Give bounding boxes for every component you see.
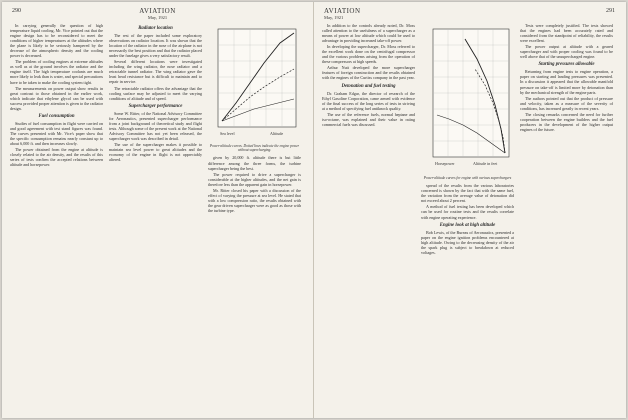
section-heading: Radiator location	[138, 26, 173, 31]
magazine-title: AVIATION	[324, 7, 361, 15]
issue-date: May, 1921	[147, 15, 168, 20]
section-heading: Supercharger performance	[128, 103, 183, 109]
paragraph: Bob Lewis, of the Bureau of Aeronautics, presented a paper on the engine ignition problems encountered at high altitude. Owing to the decreasing density of the air the spark plug is subject to breakdown at reduced voltages.	[421, 229, 514, 255]
paragraph: The measurements on power output show results in great contrast to those obtained in the earlier work, which indicate that ethylene glycol can be used with success provided proper attention is given to the radiator design.	[10, 85, 103, 111]
paragraph: In addition to the controls already noted, Dr. Moss called attention to the usefulness of a supercharger as a means of power at low altitude which could be used to advantage in providing increased take-off power.	[322, 23, 415, 44]
section-heading: Engine look at high altitude	[439, 222, 496, 228]
magazine-title: AVIATION	[139, 7, 176, 15]
paragraph: The closing remarks concerned the need for further cooperation between the engine builders and the fuel producers in the development of the higher output engines of the future.	[520, 111, 613, 132]
paragraph: The power obtained from the engine at altitude is closely related to the air density, and the results of this series of tests confirm the accepted relations between altitude and horsepower.	[10, 147, 103, 168]
paragraph: Studies of fuel consumption in flight were carried on and good agreement with test stand figures was found. The curves presented with Mr. Vice's paper show that the specific consumption remains nearly constant up to about 6,000 ft. and then increases slowly.	[10, 120, 103, 147]
section-heading: Detonation and fuel testing	[341, 83, 396, 89]
paragraph: Mr. Ritter closed his paper with a discussion of the effect of varying the pressure at sea level. He stated that with a low compression ratio, the results obtained with the gear driven supercharger were as good as those with the turbine type.	[208, 187, 301, 213]
left-column-3	[208, 23, 301, 415]
paragraph: Arthur Nutt developed the more supercharger features of foreign construction and the results obtained with the engines of the Curtiss company in the past year.	[322, 65, 415, 81]
paragraph: Tests were completely justified. The tests showed that the engines had been accurately rated and considered from the standpoint of reliability, the results were excellent.	[520, 23, 613, 44]
paragraph: In developing the supercharger, Dr. Moss referred to the excellent work done on the centrifugal compressor and the various problems arising from the operation of these compressors at high speeds.	[322, 44, 415, 65]
right-column-1	[322, 23, 415, 415]
paragraph: Some W. Ritter, of the National Advisory Committee for Aeronautics, presented supercharger performance from a joint background of theoretical study and flight tests. Although some of the present work at the National Advisory Committee has not yet been released, the supercharger work was described in detail.	[109, 110, 202, 141]
axis-label: Horsepower	[435, 161, 455, 166]
paragraph: The power output at altitude with a geared supercharger and with proper cooling was found to be well above that of the unsupercharged engine.	[520, 44, 613, 60]
axis-label: Sea level	[220, 131, 235, 136]
paragraph: The rest of the paper included some exploratory observations on radiator location. It was shown that the location of the radiator in the nose of the airplane is not necessarily the best position and that the radiator placed under the fuselage gives a very satisfactory result.	[109, 33, 202, 59]
paragraph: Dr. Graham Edgar, the director of research of the Ethyl Gasoline Corporation, came armed with evidence of the final success of the long series of tests in striving at a method of specifying fuel antiknock quality.	[322, 90, 415, 111]
section-heading: Fuel consumption	[38, 113, 75, 119]
figure-left	[208, 25, 301, 152]
page-number: 290	[12, 8, 21, 14]
paragraph: A method of fuel testing has been developed which can be used for routine tests and the results correlate with engine operating experience.	[421, 204, 514, 220]
right-column-3	[520, 23, 613, 415]
right-column-2	[421, 23, 514, 415]
axis-label: Altitude	[270, 131, 284, 136]
page-number: 291	[606, 8, 615, 14]
left-column-2	[109, 23, 202, 415]
left-page-header	[12, 7, 303, 21]
paragraph: The authors pointed out that the product of pressure and velocity, taken as a measure of the severity of conditions, has increased greatly in recent years.	[520, 95, 613, 111]
right-page-header	[324, 7, 615, 21]
left-page	[2, 2, 314, 418]
paragraph: In carrying generally the question of high temperature liquid cooling, Mr. Vice pointed out that the engine design has to be reconsidered to meet the conditions of higher temperatures at the altitudes where the plane is likely to be seriously hampered by the decrease of the atmospheric density and the cooling power is decreased.	[10, 23, 103, 59]
paragraph: The use of the reference fuels, normal heptane and iso-octane, was explained and their value in rating commercial fuels was discussed.	[322, 111, 415, 127]
paragraph: The retractable radiator offers the advantage that the cooling surface may be adjusted to meet the varying conditions of altitude and of speed.	[109, 85, 202, 101]
paragraph: The power required to drive a supercharger is considerable at the higher altitudes, and the net gain is therefore less than the apparent gain in horsepower.	[208, 171, 301, 187]
paragraph: Returning from engine tests to engine operation, a paper on starting and landing pressures was presented. In a discussion it appeared that the allowable manifold pressure on take-off is limited more by detonation than by the mechanical strength of the engine parts.	[520, 69, 613, 95]
line-graph-figure	[208, 25, 301, 143]
figure-right	[421, 25, 514, 180]
figure-caption: Power-altitude curves. Dotted lines indicate the engine power without supercharging.	[209, 144, 300, 153]
right-page	[314, 2, 625, 418]
paragraph: Several different locations were investigated including the wing radiator, the nose radiator and a retractable tunnel radiator. The wing radiator gave the least head resistance but is difficult to maintain and to repair in service.	[109, 59, 202, 85]
axis-label: Altitude in feet	[473, 161, 498, 166]
paragraph: spread of the results from the various laboratories concerned is shown by the fact that with the same fuel, the variation from the average value of detonation did not exceed about 2 percent.	[421, 183, 514, 204]
issue-date: May, 1921	[324, 15, 344, 20]
magazine-spread	[2, 2, 626, 418]
paragraph: The use of the supercharger makes it possible to maintain sea level power to great altitudes and the economy of the engine in flight is not appreciably altered.	[109, 141, 202, 163]
line-graph-figure	[421, 25, 514, 175]
section-heading: Starting pressures allowable	[538, 62, 595, 68]
left-column-1	[10, 23, 103, 415]
figure-caption: Power-altitude curves for engine with various superchargers	[423, 176, 512, 181]
paragraph: The problem of cooling engines at extreme altitudes as well as at the ground involves the radiator and the engine itself. The high temperature coolants are much more likely to leak than is water, and special precautions have to be taken to make the cooling system tight.	[10, 59, 103, 85]
paragraph: given by 20,000 ft. altitude there is but little difference among the three forms, the turbine supercharger being the best.	[208, 155, 301, 171]
